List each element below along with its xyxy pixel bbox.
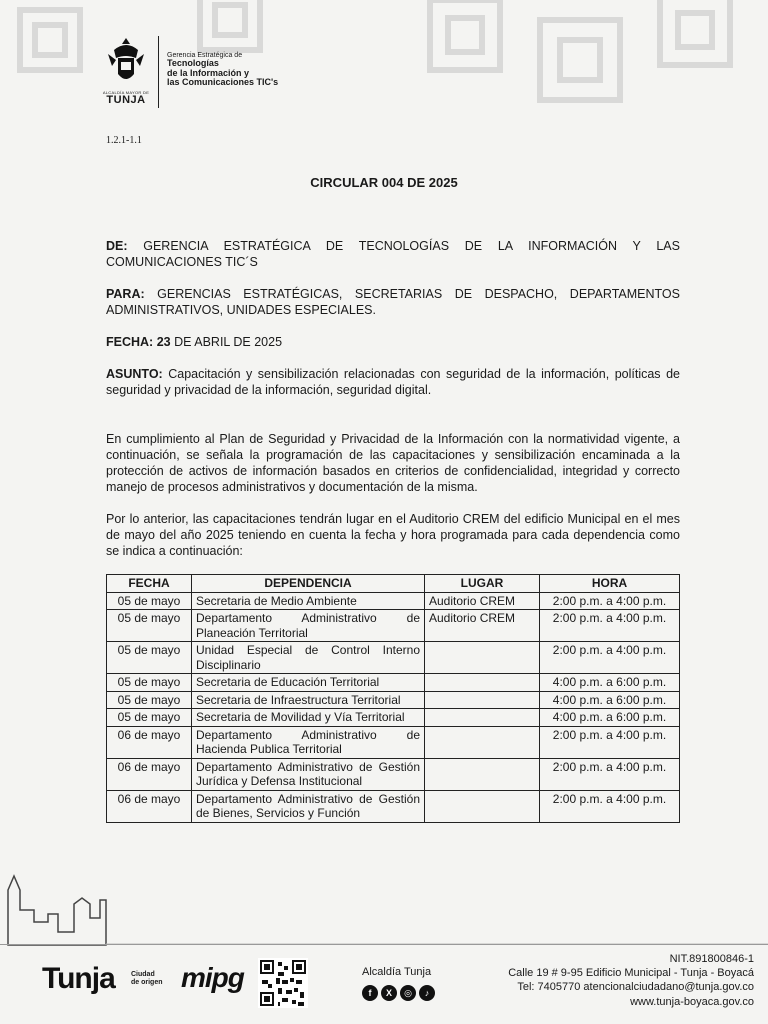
table-row [107,674,680,692]
coat-of-arms-icon [106,36,146,88]
logo-divider [158,36,159,108]
cell-lugar [425,691,540,709]
footer-divider [0,944,768,945]
fecha-day: 23 [156,335,171,349]
logo-line-2: Tecnologías [167,58,219,69]
schedule-table [106,574,680,823]
x-twitter-icon[interactable]: X [381,985,397,1001]
table-row [107,790,680,822]
asunto-label: ASUNTO: [106,367,163,381]
table-row [107,592,680,610]
body-paragraph-1: En cumplimiento al Plan de Seguridad y Privacidad de la Información con la normatividad vigente, a continuación, se señala la programación de las capacitaciones y sensibilización encaminada a la protección de activos de información basados en criterios de confidencialidad, integridad y correcto manejo de procesos administrativos y documentación de la misma. [106,432,680,494]
footer-mipg-logo: mipg [181,962,244,993]
cell-dependencia: Unidad Especial de Control Interno Disciplinario [192,642,425,674]
ciudad-line-1: Ciudad [131,971,155,978]
cell-lugar: Auditorio CREM [425,610,540,642]
table-row [107,642,680,674]
footer-brand-tunja: Tunja [42,962,115,995]
facebook-icon[interactable]: f [362,985,378,1001]
crest-city: TUNJA [106,94,146,106]
cell-fecha: 06 de mayo [107,790,192,822]
para-label: PARA: [106,287,145,301]
header-lugar: LUGAR [425,575,540,593]
instagram-icon[interactable]: ◎ [400,985,416,1001]
cell-dependencia: Secretaria de Movilidad y Vía Territorial [192,709,425,727]
logo-line-4: las Comunicaciones TIC's [167,77,279,88]
cell-hora: 2:00 p.m. a 4:00 p.m. [540,642,680,674]
cell-lugar [425,709,540,727]
cell-hora: 2:00 p.m. a 4:00 p.m. [540,610,680,642]
cell-fecha: 05 de mayo [107,642,192,674]
cell-fecha: 05 de mayo [107,691,192,709]
cell-dependencia: Secretaria de Medio Ambiente [192,592,425,610]
tiktok-icon[interactable]: ♪ [419,985,435,1001]
city-skyline-decoration [0,870,768,950]
cell-dependencia: Departamento Administrativo de Gestión de Bienes, Servicios y Función [192,790,425,822]
header-logo [100,36,278,108]
footer-website[interactable]: www.tunja-boyaca.gov.co [630,996,754,1008]
cell-fecha: 06 de mayo [107,758,192,790]
fecha-rest: DE ABRIL DE 2025 [174,335,283,349]
para-field [106,286,680,318]
cell-hora: 2:00 p.m. a 4:00 p.m. [540,790,680,822]
cell-fecha: 05 de mayo [107,709,192,727]
cell-hora: 4:00 p.m. a 6:00 p.m. [540,691,680,709]
cell-dependencia: Secretaria de Infraestructura Territorial [192,691,425,709]
de-value: GERENCIA ESTRATÉGICA DE TECNOLOGÍAS DE LA INFORMACIÓN Y LAS COMUNICACIONES TIC´S [106,239,680,269]
social-icons [362,985,435,1001]
header-dependencia: DEPENDENCIA [192,575,425,593]
footer-alcaldia-label: Alcaldía Tunja [362,966,432,978]
footer-nit: NIT.891800846-1 [669,953,754,965]
cell-lugar [425,758,540,790]
footer-phone-email: Tel: 7405770 atencionalciudadano@tunja.gov.co [517,981,754,993]
logo-line-1: Gerencia Estratégica de [167,52,243,59]
cell-dependencia: Departamento Administrativo de Gestión Jurídica y Defensa Institucional [192,758,425,790]
de-label: DE: [106,239,128,253]
cell-lugar [425,642,540,674]
cell-dependencia: Departamento Administrativo de Planeación Territorial [192,610,425,642]
logo-text [167,52,278,88]
cell-lugar [425,790,540,822]
cell-hora: 2:00 p.m. a 4:00 p.m. [540,758,680,790]
table-row [107,709,680,727]
fecha-field [106,334,680,350]
cell-lugar [425,674,540,692]
cell-fecha: 05 de mayo [107,610,192,642]
crest [100,36,152,106]
de-field [106,238,680,270]
cell-dependencia: Secretaria de Educación Territorial [192,674,425,692]
fecha-label: FECHA: [106,335,154,349]
cell-fecha: 05 de mayo [107,674,192,692]
cell-lugar [425,726,540,758]
document-code: 1.2.1-1.1 [106,135,142,146]
cell-hora: 4:00 p.m. a 6:00 p.m. [540,674,680,692]
cell-fecha: 06 de mayo [107,726,192,758]
header-fecha: FECHA [107,575,192,593]
table-row [107,691,680,709]
cell-fecha: 05 de mayo [107,592,192,610]
cell-hora: 2:00 p.m. a 4:00 p.m. [540,726,680,758]
logo-line-3: de la Información y [167,67,250,78]
asunto-field [106,366,680,398]
cell-lugar: Auditorio CREM [425,592,540,610]
footer-ciudad-tagline [131,971,163,987]
table-header-row [107,575,680,593]
footer-address: Calle 19 # 9-95 Edificio Municipal - Tunja - Boyacá [508,967,754,979]
cell-hora: 4:00 p.m. a 6:00 p.m. [540,709,680,727]
cell-hora: 2:00 p.m. a 4:00 p.m. [540,592,680,610]
para-value: GERENCIAS ESTRATÉGICAS, SECRETARIAS DE DESPACHO, DEPARTAMENTOS ADMINISTRATIVOS, UNIDADES ESPECIALES. [106,287,680,317]
asunto-value: Capacitación y sensibilización relacionadas con seguridad de la información, políticas de seguridad y privacidad de la información, seguridad digital. [106,367,680,397]
document-title: CIRCULAR 004 DE 2025 [310,175,458,190]
header-hora: HORA [540,575,680,593]
qr-code-icon [258,958,308,1008]
table-row [107,758,680,790]
cell-dependencia: Departamento Administrativo de Hacienda Publica Territorial [192,726,425,758]
table-row [107,726,680,758]
table-row [107,610,680,642]
ciudad-line-2: de origen [131,979,163,986]
crest-caption: ALCALDÍA MAYOR DE [102,90,150,95]
body-paragraph-2: Por lo anterior, las capacitaciones tendrán lugar en el Auditorio CREM del edificio Municipal en el mes de mayo del año 2025 teniendo en cuenta la fecha y hora programada para cada dependencia como se indica a continuación: [106,512,680,558]
